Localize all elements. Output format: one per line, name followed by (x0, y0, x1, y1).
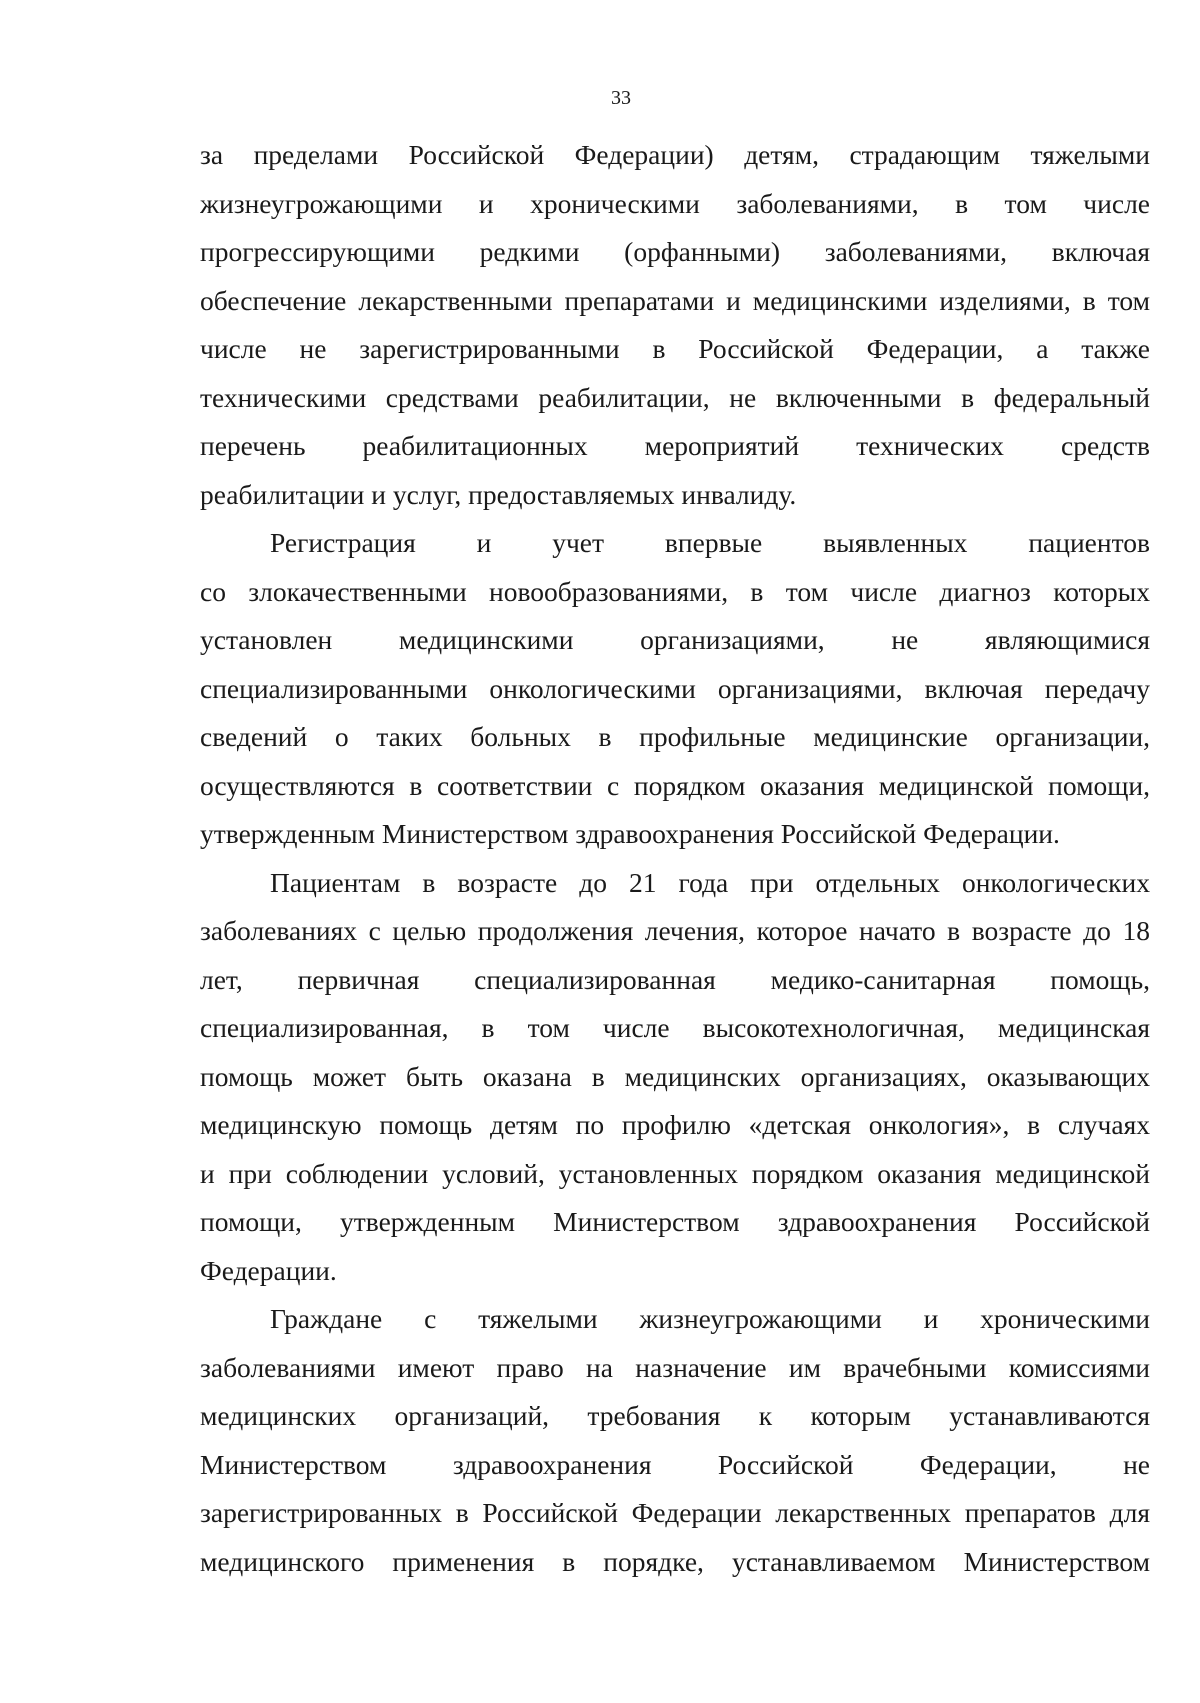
text-line: за пределами Российской Федерации) детям, страдающим тяжелыми (200, 139, 1150, 170)
paragraph (200, 1295, 1150, 1586)
text-line: специализированными онкологическими организациями, включая передачу (200, 672, 1150, 704)
text-line: утвержденным Министерством здравоохранения Российской Федерации. (200, 818, 1060, 849)
paragraph (200, 131, 1150, 519)
text-line: медицинскую помощь детям по профилю «детская онкология», в случаях (200, 1109, 1150, 1140)
text-line: заболеваниях с целью продолжения лечения, которое начато в возрасте до 18 (200, 915, 1150, 946)
text-line: жизнеугрожающими и хроническими заболеваниями, в том числе (200, 187, 1150, 219)
text-line: перечень реабилитационных мероприятий технических средств (200, 430, 1150, 461)
text-line: прогрессирующими редкими (орфанными) заболеваниями, включая (200, 236, 1150, 267)
text-line: со злокачественными новообразованиями, в том числе диагноз которых (200, 575, 1150, 607)
paragraph (200, 519, 1150, 859)
text-line: медицинского применения в порядке, устанавливаемом Министерством (200, 1545, 1150, 1577)
text-line: установлен медицинскими организациями, не являющимися (200, 624, 1150, 655)
text-line: Регистрация и учет впервые выявленных пациентов (270, 527, 1150, 558)
text-line: Федерации. (200, 1254, 337, 1286)
text-line: медицинских организаций, требования к которым устанавливаются (200, 1400, 1150, 1431)
text-line: техническими средствами реабилитации, не включенными в федеральный (200, 381, 1150, 413)
text-line: специализированная, в том числе высокотехнологичная, медицинская (200, 1012, 1150, 1043)
text-line: Пациентам в возрасте до 21 года при отдельных онкологических (270, 866, 1150, 898)
text-line: заболеваниями имеют право на назначение им врачебными комиссиями (200, 1351, 1150, 1383)
text-line: числе не зарегистрированными в Российской Федерации, а также (200, 333, 1150, 364)
page-number: 33 (611, 87, 631, 109)
text-line: осуществляются в соответствии с порядком оказания медицинской помощи, (200, 769, 1150, 801)
text-line: обеспечение лекарственными препаратами и медицинскими изделиями, в том (200, 284, 1150, 316)
text-line: Граждане с тяжелыми жизнеугрожающими и хроническими (270, 1303, 1150, 1334)
text-line: и при соблюдении условий, установленных порядком оказания медицинской (200, 1157, 1150, 1189)
paragraph (200, 859, 1150, 1296)
text-line: зарегистрированных в Российской Федерации лекарственных препаратов для (200, 1497, 1150, 1528)
text-line: лет, первичная специализированная медико-санитарная помощь, (200, 963, 1150, 995)
text-line: сведений о таких больных в профильные медицинские организации, (200, 721, 1150, 752)
text-line: реабилитации и услуг, предоставляемых инвалиду. (200, 478, 797, 510)
text-line: Министерством здравоохранения Российской Федерации, не (200, 1448, 1150, 1480)
document-body (200, 131, 1150, 1586)
text-line: помощь может быть оказана в медицинских организациях, оказывающих (200, 1060, 1150, 1092)
text-line: помощи, утвержденным Министерством здравоохранения Российской (200, 1206, 1150, 1237)
